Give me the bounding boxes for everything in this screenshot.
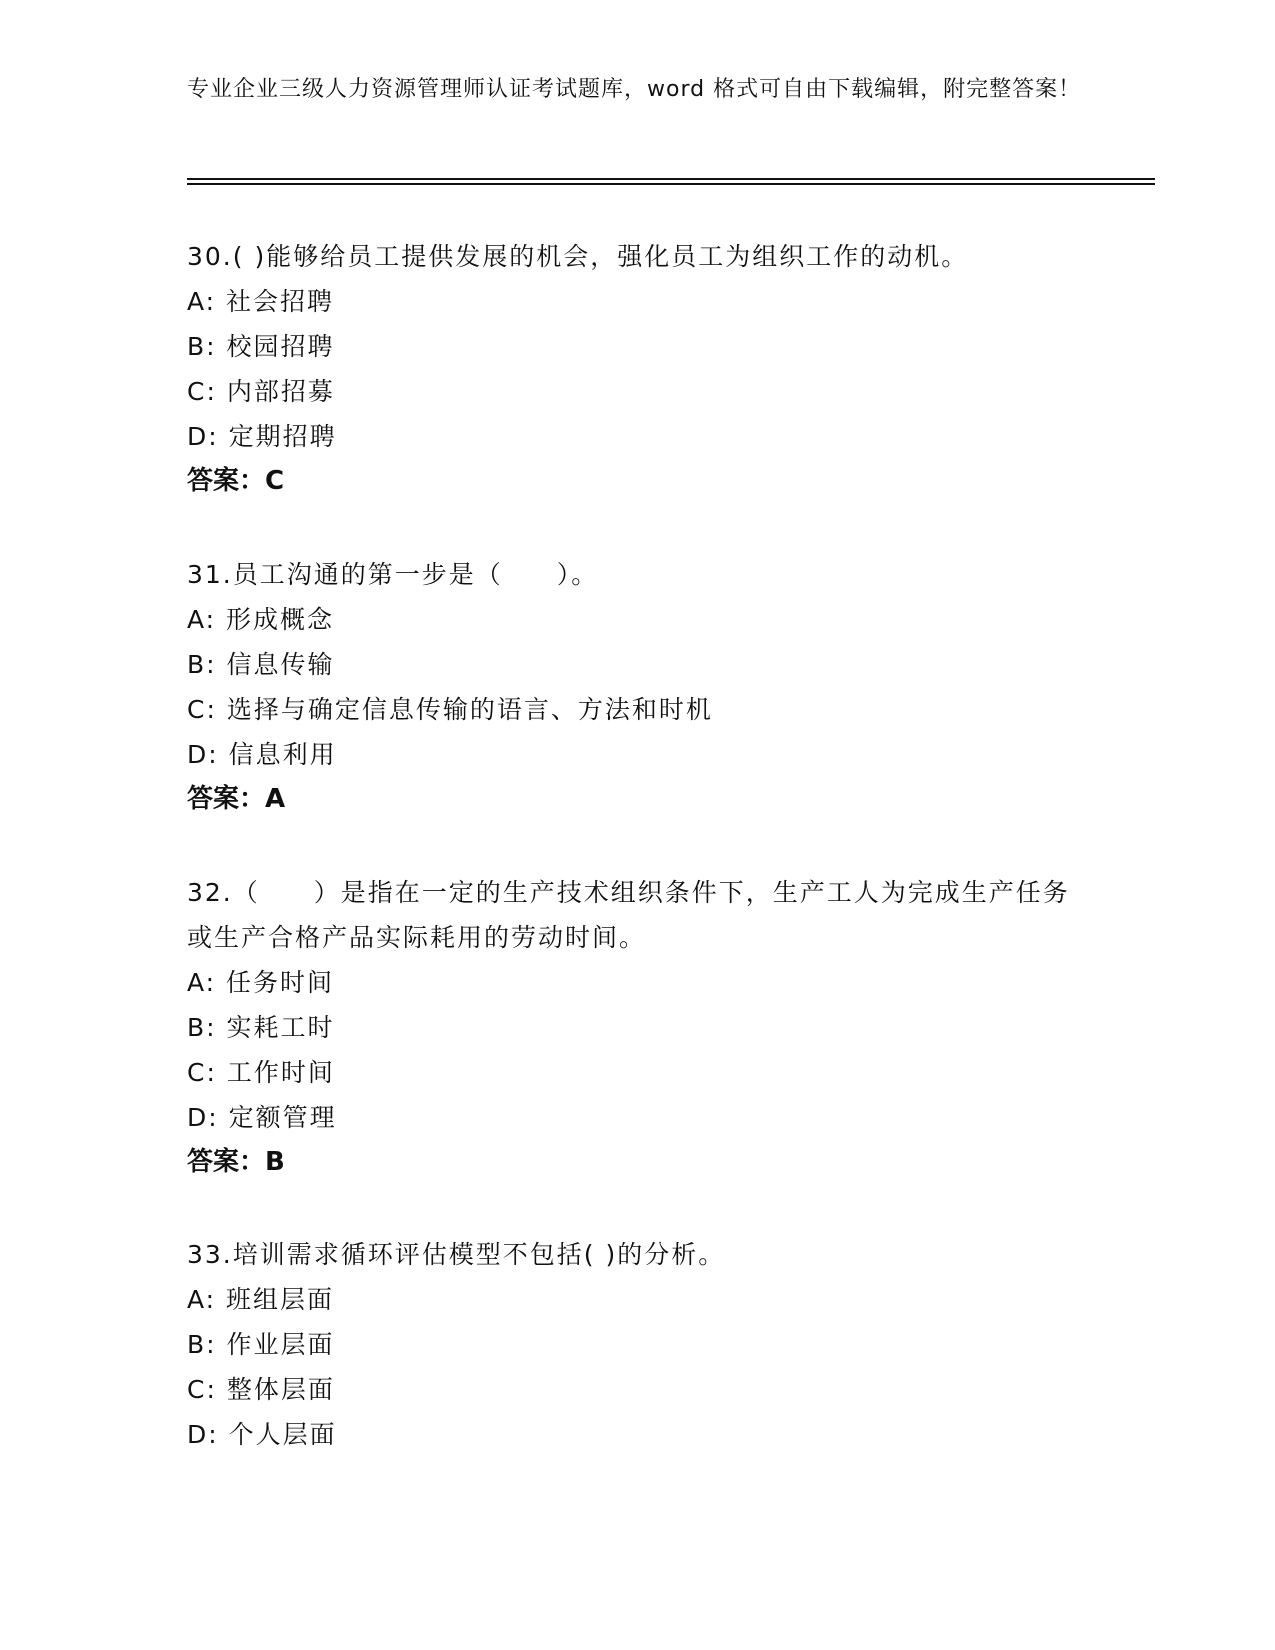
option-c: C: 内部招募 <box>187 377 335 406</box>
question-31 <box>187 552 1087 822</box>
option-b: B: 校园招聘 <box>187 332 335 361</box>
question-stem: 32.（ ）是指在一定的生产技术组织条件下，生产工人为完成生产任务或生产合格产品实际耗用的劳动时间。 <box>187 878 1070 952</box>
header-divider-bottom <box>187 183 1155 185</box>
option-c: C: 整体层面 <box>187 1375 335 1404</box>
answer: 答案：B <box>187 1147 285 1177</box>
option-d: D: 信息利用 <box>187 740 337 769</box>
question-30 <box>187 234 1087 504</box>
answer: 答案：C <box>187 466 285 496</box>
header-divider-top <box>187 178 1155 180</box>
question-stem: 30.( )能够给员工提供发展的机会，强化员工为组织工作的动机。 <box>187 242 969 271</box>
option-c: C: 工作时间 <box>187 1058 335 1087</box>
option-b: B: 作业层面 <box>187 1330 335 1359</box>
option-b: B: 信息传输 <box>187 650 335 679</box>
answer: 答案：A <box>187 784 286 814</box>
option-d: D: 定期招聘 <box>187 422 337 451</box>
option-c: C: 选择与确定信息传输的语言、方法和时机 <box>187 695 713 724</box>
question-32 <box>187 870 1087 1185</box>
question-stem: 33.培训需求循环评估模型不包括( )的分析。 <box>187 1240 726 1269</box>
option-a: A: 任务时间 <box>187 968 335 997</box>
option-d: D: 定额管理 <box>187 1103 337 1132</box>
option-a: A: 社会招聘 <box>187 287 335 316</box>
option-a: A: 班组层面 <box>187 1285 335 1314</box>
option-d: D: 个人层面 <box>187 1420 337 1449</box>
document-header: 专业企业三级人力资源管理师认证考试题库，word 格式可自由下载编辑，附完整答案！ <box>187 77 1082 102</box>
question-33 <box>187 1232 1087 1457</box>
option-b: B: 实耗工时 <box>187 1013 335 1042</box>
question-stem: 31.员工沟通的第一步是（ ）。 <box>187 560 599 589</box>
option-a: A: 形成概念 <box>187 605 335 634</box>
